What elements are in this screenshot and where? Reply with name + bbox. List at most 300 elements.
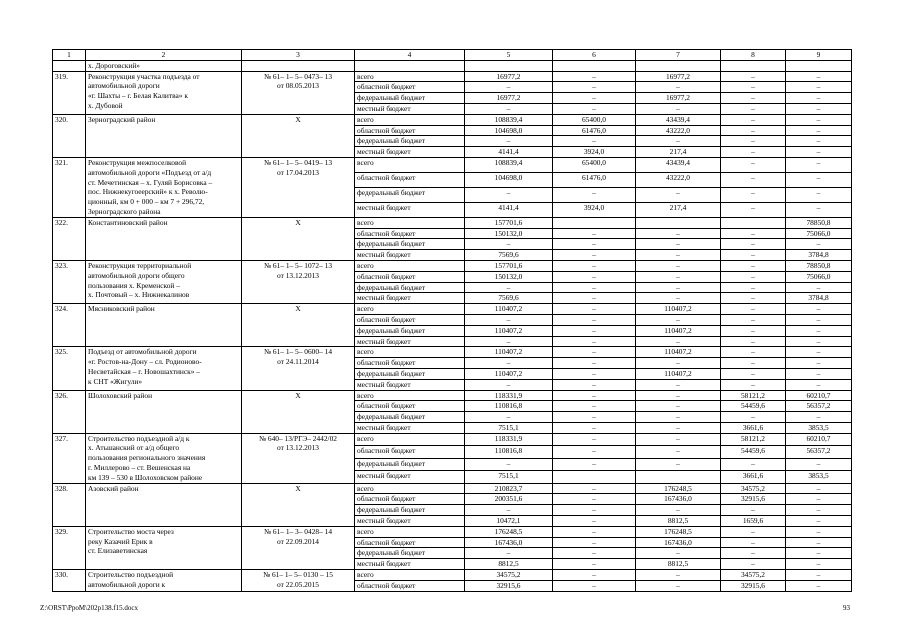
amount-cell: – bbox=[786, 125, 852, 136]
table-row bbox=[53, 390, 852, 401]
table-row bbox=[53, 217, 852, 228]
amount-cell: – bbox=[721, 368, 786, 379]
object-name-cell: Подъезд от автомобильной дороги «г. Ростов-на-Дону – сл. Родионово- Несветайская – г. Новошахтинск» – к СНТ «Жигули» bbox=[86, 347, 242, 390]
row-number-cell: 327. bbox=[53, 433, 86, 483]
funding-source-cell: местный бюджет bbox=[355, 250, 465, 261]
header-cell: 1 bbox=[53, 50, 86, 61]
amount-cell: – bbox=[721, 537, 786, 548]
funding-source-cell: всего bbox=[355, 570, 465, 581]
amount-cell: 110407,2 bbox=[465, 368, 553, 379]
amount-cell: 78850,8 bbox=[786, 217, 852, 228]
document-cell: № 61– 1– 5– 1072– 13 от 13.12.2013 bbox=[242, 260, 355, 303]
amount-cell: – bbox=[636, 136, 721, 147]
amount-cell: – bbox=[721, 358, 786, 369]
amount-cell: – bbox=[636, 187, 721, 202]
funding-source-cell: федеральный бюджет bbox=[355, 325, 465, 336]
amount-cell: – bbox=[721, 379, 786, 390]
amount-cell: – bbox=[553, 516, 636, 527]
amount-cell: – bbox=[553, 82, 636, 93]
amount-cell: 110407,2 bbox=[636, 304, 721, 315]
amount-cell: – bbox=[553, 282, 636, 293]
amount-cell: – bbox=[553, 228, 636, 239]
amount-cell: – bbox=[636, 548, 721, 559]
amount-cell: 7569,6 bbox=[465, 293, 553, 304]
amount-cell: 118331,9 bbox=[465, 390, 553, 401]
amount-cell bbox=[636, 471, 721, 484]
amount-cell: – bbox=[465, 458, 553, 470]
amount-cell bbox=[553, 471, 636, 484]
amount-cell: – bbox=[553, 368, 636, 379]
amount-cell: 3853,5 bbox=[786, 471, 852, 484]
amount-cell: – bbox=[636, 336, 721, 347]
amount-cell: – bbox=[721, 336, 786, 347]
amount-cell: – bbox=[636, 379, 721, 390]
amount-cell: – bbox=[786, 304, 852, 315]
amount-cell: 176248,5 bbox=[636, 483, 721, 494]
amount-cell: 7569,6 bbox=[465, 250, 553, 261]
amount-cell: – bbox=[553, 526, 636, 537]
header-cell: 5 bbox=[465, 50, 553, 61]
amount-cell: – bbox=[553, 433, 636, 445]
amount-cell: – bbox=[636, 422, 721, 433]
amount-cell: – bbox=[636, 390, 721, 401]
funding-source-cell: всего bbox=[355, 483, 465, 494]
amount-cell: 150132,0 bbox=[465, 228, 553, 239]
header-cell: 3 bbox=[242, 50, 355, 61]
funding-source-cell: всего bbox=[355, 71, 465, 82]
object-name-cell: Реконструкция участка подъезда от автомобильной дороги «г. Шахты – г. Белая Калитва» к х. Дубовой bbox=[86, 71, 242, 114]
amount-cell: – bbox=[553, 412, 636, 423]
funding-source-cell: федеральный бюджет bbox=[355, 548, 465, 559]
amount-cell: – bbox=[786, 82, 852, 93]
object-name-cell: Мясниковский район bbox=[86, 304, 242, 347]
amount-cell: 58121,2 bbox=[721, 390, 786, 401]
amount-cell: – bbox=[465, 282, 553, 293]
amount-cell: – bbox=[553, 458, 636, 470]
amount-cell: – bbox=[553, 537, 636, 548]
amount-cell bbox=[721, 217, 786, 228]
row-number-cell: 329. bbox=[53, 526, 86, 569]
amount-cell: – bbox=[553, 271, 636, 282]
amount-cell: – bbox=[786, 537, 852, 548]
amount-cell: – bbox=[721, 187, 786, 202]
funding-source-cell: всего bbox=[355, 526, 465, 537]
funding-source-cell: местный бюджет bbox=[355, 471, 465, 484]
amount-cell: 110407,2 bbox=[465, 304, 553, 315]
document-cell: Х bbox=[242, 390, 355, 433]
empty-cell bbox=[465, 60, 553, 71]
amount-cell: – bbox=[553, 93, 636, 104]
amount-cell: – bbox=[553, 422, 636, 433]
header-cell: 4 bbox=[355, 50, 465, 61]
amount-cell: – bbox=[786, 379, 852, 390]
amount-cell: – bbox=[636, 458, 721, 470]
amount-cell: – bbox=[721, 271, 786, 282]
object-name-cell: Реконструкция межпоселковой автомобильной дороги «Подъезд от а/д ст. Мечетинская – х. Гуляй Борисовка – пос. Нижнекугоеерский» к х. Револю- ционный, км 0 + 000 – км 7 + 296,72, Зерноградского района bbox=[86, 157, 242, 217]
amount-cell: 3661,6 bbox=[721, 422, 786, 433]
amount-cell: – bbox=[721, 412, 786, 423]
amount-cell: – bbox=[553, 390, 636, 401]
document-cell: № 61– 1– 3– 0428– 14 от 22.09.2014 bbox=[242, 526, 355, 569]
amount-cell: 32915,6 bbox=[721, 494, 786, 505]
document-path: Z:\ORST\PpoM\202p138.f15.docx bbox=[40, 604, 139, 612]
amount-cell: – bbox=[636, 82, 721, 93]
amount-cell: – bbox=[786, 239, 852, 250]
amount-cell: – bbox=[786, 483, 852, 494]
empty-cell bbox=[636, 60, 721, 71]
amount-cell: – bbox=[553, 187, 636, 202]
funding-source-cell: областной бюджет bbox=[355, 228, 465, 239]
amount-cell: – bbox=[786, 358, 852, 369]
amount-cell: – bbox=[721, 250, 786, 261]
amount-cell: 217,4 bbox=[636, 202, 721, 217]
continuation-text: х. Дороговский» bbox=[86, 60, 242, 71]
table-row bbox=[53, 570, 852, 581]
amount-cell: 118331,9 bbox=[465, 433, 553, 445]
amount-cell: 65400,0 bbox=[553, 114, 636, 125]
funding-source-cell: местный бюджет bbox=[355, 103, 465, 114]
amount-cell: – bbox=[465, 103, 553, 114]
amount-cell: – bbox=[553, 505, 636, 516]
amount-cell: – bbox=[721, 147, 786, 158]
table-row bbox=[53, 157, 852, 172]
object-name-cell: Реконструкция территориальной автомобильной дороги общего пользования х. Кременской – х. Почтовый – х. Нижнекалинов bbox=[86, 260, 242, 303]
document-cell: № 61– 1– 5– 0473– 13 от 08.05.2013 bbox=[242, 71, 355, 114]
amount-cell: 75066,0 bbox=[786, 228, 852, 239]
amount-cell: – bbox=[786, 412, 852, 423]
amount-cell: – bbox=[553, 136, 636, 147]
row-number-cell: 326. bbox=[53, 390, 86, 433]
amount-cell: – bbox=[636, 433, 721, 445]
amount-cell: 3924,0 bbox=[553, 202, 636, 217]
amount-cell: 56357,2 bbox=[786, 446, 852, 458]
object-name-cell: Строительство подъездной автомобильной дороги к bbox=[86, 570, 242, 592]
amount-cell: – bbox=[721, 304, 786, 315]
header-cell: 8 bbox=[721, 50, 786, 61]
amount-cell: 3784,8 bbox=[786, 293, 852, 304]
funding-source-cell: местный бюджет bbox=[355, 559, 465, 570]
amount-cell: 32915,6 bbox=[721, 580, 786, 591]
amount-cell: 65400,0 bbox=[553, 157, 636, 172]
amount-cell: – bbox=[636, 570, 721, 581]
funding-source-cell: областной бюджет bbox=[355, 358, 465, 369]
amount-cell: 110816,8 bbox=[465, 401, 553, 412]
funding-source-cell: областной бюджет bbox=[355, 580, 465, 591]
amount-cell: – bbox=[786, 325, 852, 336]
funding-source-cell: всего bbox=[355, 390, 465, 401]
empty-cell bbox=[242, 60, 355, 71]
amount-cell: 34575,2 bbox=[721, 483, 786, 494]
amount-cell: – bbox=[786, 93, 852, 104]
empty-cell bbox=[553, 60, 636, 71]
amount-cell: – bbox=[553, 103, 636, 114]
document-cell: Х bbox=[242, 483, 355, 526]
amount-cell: – bbox=[553, 314, 636, 325]
empty-cell bbox=[355, 60, 465, 71]
amount-cell: – bbox=[465, 82, 553, 93]
amount-cell: 10472,1 bbox=[465, 516, 553, 527]
object-name-cell: Константиновский район bbox=[86, 217, 242, 260]
amount-cell: – bbox=[786, 314, 852, 325]
funding-source-cell: федеральный бюджет bbox=[355, 187, 465, 202]
amount-cell: – bbox=[786, 172, 852, 187]
budget-table bbox=[52, 49, 852, 592]
amount-cell: – bbox=[636, 260, 721, 271]
amount-cell: – bbox=[465, 358, 553, 369]
row-number-cell: 322. bbox=[53, 217, 86, 260]
amount-cell: 108839,4 bbox=[465, 114, 553, 125]
amount-cell: 4141,4 bbox=[465, 202, 553, 217]
amount-cell: – bbox=[721, 505, 786, 516]
amount-cell: – bbox=[553, 250, 636, 261]
amount-cell: 167436,0 bbox=[465, 537, 553, 548]
amount-cell: 58121,2 bbox=[721, 433, 786, 445]
amount-cell: – bbox=[721, 260, 786, 271]
amount-cell: 61476,0 bbox=[553, 125, 636, 136]
document-cell: № 640– 13/РГЭ– 2442/02 от 13.12.2013 bbox=[242, 433, 355, 483]
table-row bbox=[53, 526, 852, 537]
amount-cell: – bbox=[553, 293, 636, 304]
amount-cell: 167436,0 bbox=[636, 494, 721, 505]
amount-cell: 34575,2 bbox=[721, 570, 786, 581]
amount-cell: – bbox=[721, 282, 786, 293]
amount-cell: – bbox=[721, 93, 786, 104]
amount-cell bbox=[553, 217, 636, 228]
amount-cell: – bbox=[636, 446, 721, 458]
amount-cell: – bbox=[636, 505, 721, 516]
amount-cell: – bbox=[553, 570, 636, 581]
amount-cell: 217,4 bbox=[636, 147, 721, 158]
funding-source-cell: областной бюджет bbox=[355, 446, 465, 458]
amount-cell: 8812,5 bbox=[636, 516, 721, 527]
row-number-cell: 325. bbox=[53, 347, 86, 390]
amount-cell: – bbox=[786, 282, 852, 293]
amount-cell: – bbox=[786, 559, 852, 570]
amount-cell: – bbox=[721, 293, 786, 304]
amount-cell: – bbox=[553, 347, 636, 358]
amount-cell: – bbox=[636, 239, 721, 250]
amount-cell: 16977,2 bbox=[465, 71, 553, 82]
amount-cell: 3784,8 bbox=[786, 250, 852, 261]
object-name-cell: Строительство подъездной а/д к х. Атьшанский от а/д общего пользования регионального значения г. Миллерово – ст. Вешенская на км 139 – 530 в Шолоховском районе bbox=[86, 433, 242, 483]
amount-cell: – bbox=[786, 147, 852, 158]
amount-cell: – bbox=[636, 314, 721, 325]
amount-cell: – bbox=[721, 548, 786, 559]
funding-source-cell: областной бюджет bbox=[355, 82, 465, 93]
amount-cell: – bbox=[553, 483, 636, 494]
amount-cell: 16977,2 bbox=[636, 71, 721, 82]
funding-source-cell: областной бюджет bbox=[355, 537, 465, 548]
funding-source-cell: местный бюджет bbox=[355, 202, 465, 217]
object-name-cell: Шолоховский район bbox=[86, 390, 242, 433]
amount-cell: 32915,6 bbox=[465, 580, 553, 591]
funding-source-cell: местный бюджет bbox=[355, 379, 465, 390]
amount-cell: 43222,0 bbox=[636, 125, 721, 136]
funding-source-cell: всего bbox=[355, 347, 465, 358]
row-number-cell: 330. bbox=[53, 570, 86, 592]
amount-cell: – bbox=[465, 336, 553, 347]
amount-cell: – bbox=[721, 314, 786, 325]
amount-cell: 8812,5 bbox=[465, 559, 553, 570]
amount-cell: – bbox=[786, 187, 852, 202]
amount-cell: – bbox=[786, 505, 852, 516]
funding-source-cell: всего bbox=[355, 260, 465, 271]
document-cell: Х bbox=[242, 217, 355, 260]
amount-cell: 110816,8 bbox=[465, 446, 553, 458]
funding-source-cell: федеральный бюджет bbox=[355, 505, 465, 516]
funding-source-cell: федеральный бюджет bbox=[355, 136, 465, 147]
amount-cell: 54459,6 bbox=[721, 446, 786, 458]
amount-cell: 167436,0 bbox=[636, 537, 721, 548]
amount-cell: – bbox=[721, 172, 786, 187]
amount-cell: – bbox=[553, 379, 636, 390]
amount-cell: – bbox=[786, 347, 852, 358]
amount-cell: – bbox=[786, 202, 852, 217]
amount-cell: – bbox=[636, 103, 721, 114]
table-row bbox=[53, 114, 852, 125]
funding-source-cell: федеральный бюджет bbox=[355, 239, 465, 250]
amount-cell: 157701,6 bbox=[465, 217, 553, 228]
amount-cell: – bbox=[721, 136, 786, 147]
amount-cell: – bbox=[636, 228, 721, 239]
amount-cell: 3661,6 bbox=[721, 471, 786, 484]
table-row bbox=[53, 260, 852, 271]
table-row bbox=[53, 304, 852, 315]
amount-cell: – bbox=[786, 516, 852, 527]
document-cell: № 61– 1– 5– 0600– 14 от 24.11.2014 bbox=[242, 347, 355, 390]
amount-cell: – bbox=[786, 526, 852, 537]
amount-cell: 7515,1 bbox=[465, 422, 553, 433]
amount-cell: 3924,0 bbox=[553, 147, 636, 158]
amount-cell: – bbox=[786, 458, 852, 470]
amount-cell: – bbox=[636, 358, 721, 369]
amount-cell: 4141,4 bbox=[465, 147, 553, 158]
amount-cell: 8812,5 bbox=[636, 559, 721, 570]
amount-cell: 1659,6 bbox=[721, 516, 786, 527]
amount-cell: – bbox=[786, 368, 852, 379]
amount-cell: – bbox=[721, 114, 786, 125]
amount-cell: – bbox=[553, 260, 636, 271]
row-number-cell: 319. bbox=[53, 71, 86, 114]
amount-cell: 60210,7 bbox=[786, 390, 852, 401]
object-name-cell: Азовский район bbox=[86, 483, 242, 526]
amount-cell: 108839,4 bbox=[465, 157, 553, 172]
document-cell: Х bbox=[242, 114, 355, 157]
amount-cell: 110407,2 bbox=[636, 325, 721, 336]
row-number-cell: 324. bbox=[53, 304, 86, 347]
amount-cell: 150132,0 bbox=[465, 271, 553, 282]
amount-cell: 176248,5 bbox=[465, 526, 553, 537]
amount-cell: 56357,2 bbox=[786, 401, 852, 412]
funding-source-cell: областной бюджет bbox=[355, 125, 465, 136]
amount-cell: – bbox=[721, 458, 786, 470]
amount-cell: 43439,4 bbox=[636, 157, 721, 172]
funding-source-cell: всего bbox=[355, 157, 465, 172]
amount-cell: – bbox=[553, 358, 636, 369]
amount-cell: – bbox=[786, 570, 852, 581]
amount-cell: – bbox=[553, 446, 636, 458]
amount-cell: – bbox=[721, 103, 786, 114]
amount-cell: – bbox=[786, 114, 852, 125]
amount-cell: – bbox=[786, 157, 852, 172]
amount-cell: – bbox=[721, 157, 786, 172]
amount-cell: 43222,0 bbox=[636, 172, 721, 187]
amount-cell: – bbox=[465, 548, 553, 559]
row-number-cell: 323. bbox=[53, 260, 86, 303]
amount-cell: – bbox=[636, 401, 721, 412]
amount-cell: – bbox=[721, 347, 786, 358]
funding-source-cell: местный бюджет bbox=[355, 336, 465, 347]
amount-cell: – bbox=[553, 239, 636, 250]
funding-source-cell: всего bbox=[355, 433, 465, 445]
header-row bbox=[53, 50, 852, 61]
amount-cell: – bbox=[465, 239, 553, 250]
page-number: 93 bbox=[843, 604, 850, 612]
amount-cell: 16977,2 bbox=[636, 93, 721, 104]
amount-cell: – bbox=[465, 379, 553, 390]
amount-cell: – bbox=[636, 293, 721, 304]
amount-cell: 176248,5 bbox=[636, 526, 721, 537]
header-cell: 6 bbox=[553, 50, 636, 61]
header-cell: 7 bbox=[636, 50, 721, 61]
header-cell: 9 bbox=[786, 50, 852, 61]
amount-cell: – bbox=[636, 282, 721, 293]
funding-source-cell: областной бюджет bbox=[355, 494, 465, 505]
amount-cell: – bbox=[553, 494, 636, 505]
funding-source-cell: местный бюджет bbox=[355, 147, 465, 158]
amount-cell: 157701,6 bbox=[465, 260, 553, 271]
amount-cell: 3853,5 bbox=[786, 422, 852, 433]
amount-cell: – bbox=[553, 401, 636, 412]
amount-cell: – bbox=[553, 304, 636, 315]
row-number-cell: 328. bbox=[53, 483, 86, 526]
row-number-cell: 320. bbox=[53, 114, 86, 157]
document-cell: Х bbox=[242, 304, 355, 347]
amount-cell: – bbox=[786, 71, 852, 82]
funding-source-cell: федеральный бюджет bbox=[355, 282, 465, 293]
amount-cell: – bbox=[465, 314, 553, 325]
continuation-row bbox=[53, 60, 852, 71]
funding-source-cell: всего bbox=[355, 217, 465, 228]
amount-cell: – bbox=[553, 580, 636, 591]
amount-cell: – bbox=[553, 325, 636, 336]
amount-cell: – bbox=[636, 250, 721, 261]
amount-cell: 210823,7 bbox=[465, 483, 553, 494]
amount-cell: 54459,6 bbox=[721, 401, 786, 412]
amount-cell: – bbox=[721, 125, 786, 136]
amount-cell: – bbox=[465, 412, 553, 423]
amount-cell: – bbox=[786, 336, 852, 347]
amount-cell: 110407,2 bbox=[465, 325, 553, 336]
amount-cell: 60210,7 bbox=[786, 433, 852, 445]
amount-cell: – bbox=[786, 494, 852, 505]
amount-cell: – bbox=[721, 228, 786, 239]
amount-cell: – bbox=[786, 580, 852, 591]
amount-cell: 104698,0 bbox=[465, 125, 553, 136]
amount-cell: – bbox=[465, 136, 553, 147]
funding-source-cell: всего bbox=[355, 304, 465, 315]
funding-source-cell: областной бюджет bbox=[355, 401, 465, 412]
funding-source-cell: федеральный бюджет bbox=[355, 368, 465, 379]
amount-cell: 110407,2 bbox=[636, 368, 721, 379]
funding-source-cell: федеральный бюджет bbox=[355, 412, 465, 423]
funding-source-cell: федеральный бюджет bbox=[355, 458, 465, 470]
funding-source-cell: местный бюджет bbox=[355, 422, 465, 433]
empty-cell bbox=[786, 60, 852, 71]
amount-cell: – bbox=[786, 136, 852, 147]
funding-source-cell: областной бюджет bbox=[355, 314, 465, 325]
table-row bbox=[53, 483, 852, 494]
